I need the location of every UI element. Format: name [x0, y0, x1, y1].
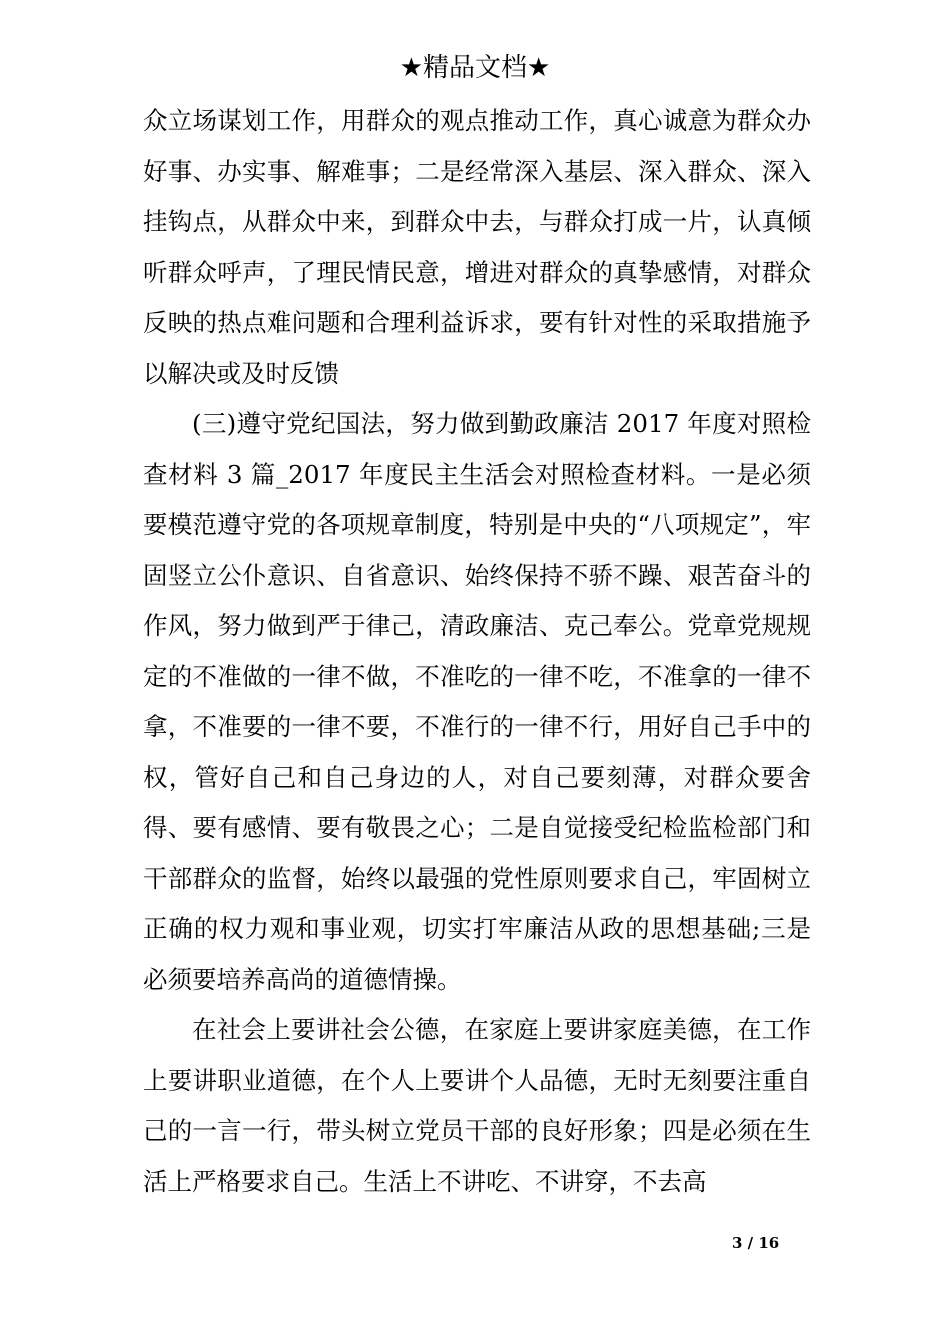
paragraph-3: 在社会上要讲社会公德，在家庭上要讲家庭美德，在工作上要讲职业道德，在个人上要讲个人品德，无时无刻要注重自己的一言一行，带头树立党员干部的良好形象；四是必须在生活上严格要求自己。生活上不讲吃、不讲穿，不去高 [143, 1015, 811, 1196]
paragraph-1: 众立场谋划工作，用群众的观点推动工作，真心诚意为群众办好事、办实事、解难事；二是经常深入基层、深入群众、深入挂钩点，从群众中来，到群众中去，与群众打成一片，认真倾听群众呼声，了理民情民意，增进对群众的真挚感情，对群众反映的热点难问题和合理利益诉求，要有针对性的采取措施予以解决或及时反馈 [143, 106, 811, 388]
document-body [143, 96, 811, 1207]
paragraph-2: (三)遵守党纪国法，努力做到勤政廉洁 2017 年度对照检查材料 3 篇_2017 年度民主生活会对照检查材料。一是必须要模范遵守党的各项规章制度，特别是中央的“八项规定”，牢固竖立公仆意识、自省意识、始终保持不骄不躁、艰苦奋斗的作风，努力做到严于律己，清政廉洁、克己奉公。党章党规规定的不准做的一律不做，不准吃的一律不吃，不准拿的一律不拿，不准要的一律不要，不准行的一律不行，用好自己手中的权，管好自己和自己身边的人，对自己要刻薄，对群众要舍得、要有感情、要有敬畏之心；二是自觉接受纪检监检部门和干部群众的监督，始终以最强的党性原则要求自己，牢固树立正确的权力观和事业观，切实打牢廉洁从政的思想基础;三是必须要培养高尚的道德情操。 [143, 409, 811, 994]
page-header-title: ★精品文档★ [399, 53, 551, 83]
page-number: 3 / 16 [732, 1234, 780, 1252]
